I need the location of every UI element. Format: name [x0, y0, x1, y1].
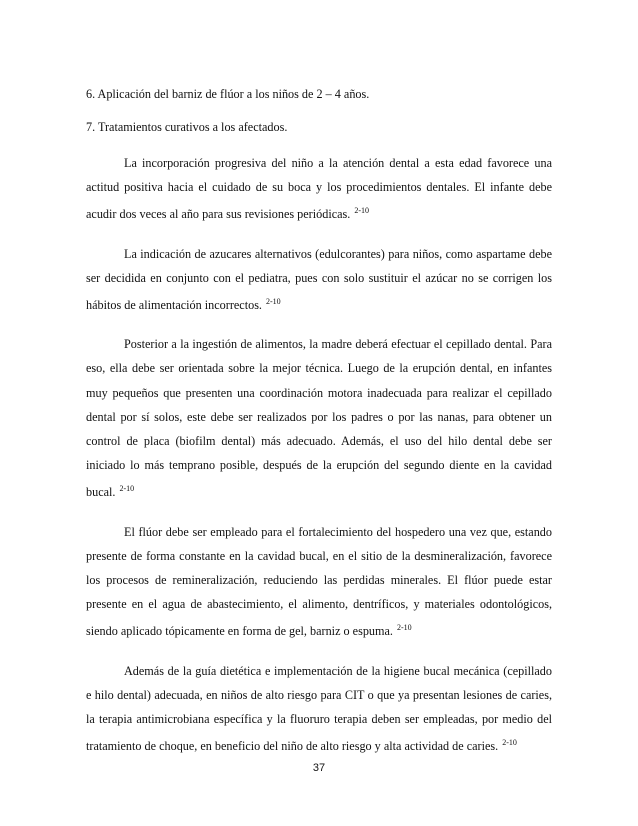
paragraph: [86, 242, 552, 318]
list-item: 7. Tratamientos curativos a los afectados.: [86, 120, 288, 134]
paragraph: [86, 520, 552, 644]
paragraph-text: Posterior a la ingestión de alimentos, la madre deberá efectuar el cepillado dental. Para eso, ella debe ser orientada sobre la mejor técnica. Luego de la erupción dental, en infantes muy pequeños que presenten una coordinación motora inadecuada para realizar el cepillado dental por sí solos, este debe ser realizados por los padres o por las nanas, para obtener un control de placa (biofilm dental) más adecuado. Además, el uso del hilo dental debe ser iniciado lo más temprano posible, después de la erupción del segundo diente en la cavidad bucal.: [86, 337, 552, 500]
page-number: 37: [312, 762, 326, 774]
paragraph: [86, 332, 552, 504]
paragraph-text: Además de la guía dietética e implementación de la higiene bucal mecánica (cepillado e hilo dental) adecuada, en niños de alto riesgo para CIT o que ya presentan lesiones de caries, la terapia antimicrobiana específica y la fluoruro terapia deben ser empleadas, por medio del tratamiento de choque, en beneficio del niño de alto riesgo y alta actividad de caries.: [86, 663, 552, 754]
paragraph: [86, 151, 552, 227]
page-body: [86, 85, 552, 773]
list-item: 6. Aplicación del barniz de flúor a los niños de 2 – 4 años.: [86, 87, 370, 101]
citation-ref: 2-10: [396, 623, 412, 633]
paragraph-text: El flúor debe ser empleado para el fortalecimiento del hospedero una vez que, estando presente de forma constante en la cavidad bucal, en el sitio de la desmineralización, favorece los procesos de remineralización, reduciendo las perdidas minerales. El flúor puede estar presente en el agua de abastecimiento, el alimento, dentríficos, y materiales odontológicos, siendo aplicado tópicamente en forma de gel, barniz o espuma.: [86, 524, 552, 639]
paragraph-text: La indicación de azucares alternativos (edulcorantes) para niños, como aspartame debe ser decidida en conjunto con el pediatra, pues con solo sustituir el azúcar no se corrigen los hábitos de alimentación incorrectos.: [86, 246, 552, 313]
citation-ref: 2-10: [265, 297, 281, 307]
paragraph: [86, 659, 552, 759]
paragraph-text: La incorporación progresiva del niño a la atención dental a esta edad favorece una actitud positiva hacia el cuidado de su boca y los procedimientos dentales. El infante debe acudir dos veces al año para sus revisiones periódicas.: [86, 156, 552, 222]
citation-ref: 2-10: [119, 484, 135, 494]
citation-ref: 2-10: [354, 206, 369, 216]
citation-ref: 2-10: [502, 738, 517, 748]
